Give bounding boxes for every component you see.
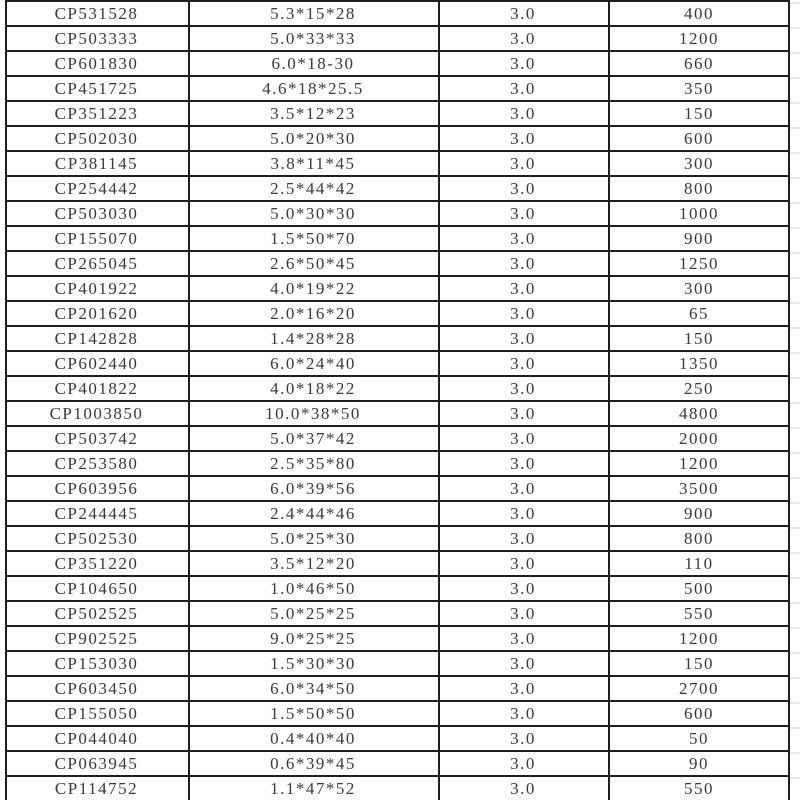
size-cell: 2.4*44*46	[270, 504, 356, 523]
quantity-cell: 150	[684, 654, 714, 673]
size-cell: 5.0*30*30	[270, 204, 356, 223]
table-row	[5, 427, 790, 452]
part-number-cell: CP531528	[54, 4, 139, 23]
part-number-cell: CP603956	[54, 479, 139, 498]
quantity-cell: 1200	[679, 454, 719, 473]
part-number-cell: CP502530	[54, 529, 139, 548]
size-cell: 1.4*28*28	[270, 329, 356, 348]
table-row	[5, 502, 790, 527]
thickness-cell: 3.0	[510, 604, 536, 623]
thickness-cell: 3.0	[510, 729, 536, 748]
table-row	[5, 627, 790, 652]
part-number-cell: CP253580	[54, 454, 139, 473]
part-number-cell: CP044040	[54, 729, 139, 748]
quantity-cell: 110	[684, 554, 714, 573]
thickness-cell: 3.0	[510, 704, 536, 723]
size-cell: 10.0*38*50	[265, 404, 361, 423]
part-number-cell: CP902525	[54, 629, 139, 648]
size-cell: 2.5*44*42	[270, 179, 356, 198]
thickness-cell: 3.0	[510, 529, 536, 548]
quantity-cell: 90	[689, 754, 709, 773]
table-row	[5, 402, 790, 427]
column-divider-1	[188, 0, 190, 800]
column-divider-3	[608, 0, 610, 800]
table-row	[5, 352, 790, 377]
quantity-cell: 400	[684, 4, 714, 23]
thickness-cell: 3.0	[510, 279, 536, 298]
table-row	[5, 302, 790, 327]
part-number-cell: CP142828	[54, 329, 139, 348]
thickness-cell: 3.0	[510, 679, 536, 698]
part-number-cell: CP602440	[54, 354, 139, 373]
table-row	[5, 752, 790, 777]
part-number-cell: CP351220	[54, 554, 139, 573]
table-border-left	[5, 0, 7, 800]
thickness-cell: 3.0	[510, 554, 536, 573]
quantity-cell: 1250	[679, 254, 719, 273]
size-cell: 6.0*18-30	[271, 54, 355, 73]
part-number-cell: CP401822	[54, 379, 139, 398]
table-body	[5, 2, 790, 800]
part-number-cell: CP155070	[54, 229, 139, 248]
size-cell: 5.0*33*33	[270, 29, 356, 48]
table-row	[5, 527, 790, 552]
size-cell: 2.0*16*20	[270, 304, 356, 323]
thickness-cell: 3.0	[510, 104, 536, 123]
quantity-cell: 1200	[679, 29, 719, 48]
table-row	[5, 202, 790, 227]
table-row	[5, 77, 790, 102]
table-border-right	[788, 0, 790, 800]
thickness-cell: 3.0	[510, 504, 536, 523]
quantity-cell: 300	[684, 154, 714, 173]
thickness-cell: 3.0	[510, 29, 536, 48]
thickness-cell: 3.0	[510, 204, 536, 223]
size-cell: 2.6*50*45	[270, 254, 356, 273]
size-cell: 1.5*30*30	[270, 654, 356, 673]
thickness-cell: 3.0	[510, 404, 536, 423]
quantity-cell: 1000	[679, 204, 719, 223]
quantity-cell: 500	[684, 579, 714, 598]
thickness-cell: 3.0	[510, 304, 536, 323]
table-row	[5, 152, 790, 177]
thickness-cell: 3.0	[510, 129, 536, 148]
part-number-cell: CP201620	[54, 304, 139, 323]
table-row	[5, 602, 790, 627]
size-cell: 4.6*18*25.5	[262, 79, 364, 98]
table-row	[5, 377, 790, 402]
quantity-cell: 250	[684, 379, 714, 398]
table-row	[5, 577, 790, 602]
part-number-cell: CP503333	[54, 29, 139, 48]
quantity-cell: 150	[684, 329, 714, 348]
quantity-cell: 150	[684, 104, 714, 123]
part-number-cell: CP502030	[54, 129, 139, 148]
size-cell: 3.5*12*23	[270, 104, 356, 123]
thickness-cell: 3.0	[510, 479, 536, 498]
part-number-cell: CP603450	[54, 679, 139, 698]
size-cell: 9.0*25*25	[270, 629, 356, 648]
thickness-cell: 3.0	[510, 429, 536, 448]
quantity-cell: 550	[684, 604, 714, 623]
table-row	[5, 127, 790, 152]
thickness-cell: 3.0	[510, 354, 536, 373]
quantity-cell: 800	[684, 529, 714, 548]
size-cell: 5.0*37*42	[270, 429, 356, 448]
part-number-cell: CP104650	[54, 579, 139, 598]
table-row	[5, 452, 790, 477]
size-cell: 1.5*50*50	[270, 704, 356, 723]
thickness-cell: 3.0	[510, 754, 536, 773]
thickness-cell: 3.0	[510, 54, 536, 73]
thickness-cell: 3.0	[510, 154, 536, 173]
thickness-cell: 3.0	[510, 629, 536, 648]
thickness-cell: 3.0	[510, 179, 536, 198]
table-row	[5, 777, 790, 800]
quantity-cell: 4800	[679, 404, 719, 423]
quantity-cell: 600	[684, 704, 714, 723]
size-cell: 0.4*40*40	[270, 729, 356, 748]
spreadsheet-gridline-stubs	[790, 0, 800, 800]
part-number-cell: CP254442	[54, 179, 139, 198]
table-row	[5, 702, 790, 727]
table-row	[5, 327, 790, 352]
part-number-cell: CP244445	[54, 504, 139, 523]
quantity-cell: 1200	[679, 629, 719, 648]
thickness-cell: 3.0	[510, 229, 536, 248]
size-cell: 6.0*34*50	[270, 679, 356, 698]
part-number-cell: CP502525	[54, 604, 139, 623]
thickness-cell: 3.0	[510, 654, 536, 673]
thickness-cell: 3.0	[510, 579, 536, 598]
size-cell: 5.0*25*30	[270, 529, 356, 548]
size-cell: 3.5*12*20	[270, 554, 356, 573]
size-cell: 3.8*11*45	[270, 154, 356, 173]
quantity-cell: 3500	[679, 479, 719, 498]
column-divider-2	[438, 0, 440, 800]
thickness-cell: 3.0	[510, 379, 536, 398]
quantity-cell: 900	[684, 504, 714, 523]
table-row	[5, 27, 790, 52]
size-cell: 6.0*39*56	[270, 479, 356, 498]
quantity-cell: 550	[684, 779, 714, 798]
table-row	[5, 227, 790, 252]
thickness-cell: 3.0	[510, 779, 536, 798]
part-number-cell: CP1003850	[49, 404, 144, 423]
size-cell: 0.6*39*45	[270, 754, 356, 773]
size-cell: 6.0*24*40	[270, 354, 356, 373]
table-row	[5, 677, 790, 702]
quantity-cell: 900	[684, 229, 714, 248]
quantity-cell: 350	[684, 79, 714, 98]
part-number-cell: CP114752	[54, 779, 139, 798]
size-cell: 4.0*18*22	[270, 379, 356, 398]
quantity-cell: 2000	[679, 429, 719, 448]
quantity-cell: 2700	[679, 679, 719, 698]
size-cell: 4.0*19*22	[270, 279, 356, 298]
size-cell: 5.3*15*28	[270, 4, 356, 23]
part-number-cell: CP401922	[54, 279, 139, 298]
table-row	[5, 252, 790, 277]
table-row	[5, 477, 790, 502]
parts-table	[5, 0, 790, 800]
size-cell: 5.0*25*25	[270, 604, 356, 623]
size-cell: 2.5*35*80	[270, 454, 356, 473]
table-row	[5, 52, 790, 77]
thickness-cell: 3.0	[510, 79, 536, 98]
thickness-cell: 3.0	[510, 4, 536, 23]
part-number-cell: CP063945	[54, 754, 139, 773]
quantity-cell: 660	[684, 54, 714, 73]
quantity-cell: 800	[684, 179, 714, 198]
table-row	[5, 277, 790, 302]
quantity-cell: 600	[684, 129, 714, 148]
table-row	[5, 652, 790, 677]
table-row	[5, 102, 790, 127]
part-number-cell: CP381145	[54, 154, 139, 173]
part-number-cell: CP351223	[54, 104, 139, 123]
thickness-cell: 3.0	[510, 454, 536, 473]
part-number-cell: CP153030	[54, 654, 139, 673]
thickness-cell: 3.0	[510, 254, 536, 273]
thickness-cell: 3.0	[510, 329, 536, 348]
size-cell: 1.0*46*50	[270, 579, 356, 598]
quantity-cell: 300	[684, 279, 714, 298]
size-cell: 5.0*20*30	[270, 129, 356, 148]
part-number-cell: CP451725	[54, 79, 139, 98]
part-number-cell: CP265045	[54, 254, 139, 273]
part-number-cell: CP155050	[54, 704, 139, 723]
size-cell: 1.1*47*52	[270, 779, 356, 798]
quantity-cell: 65	[689, 304, 709, 323]
table-row	[5, 177, 790, 202]
part-number-cell: CP503742	[54, 429, 139, 448]
quantity-cell: 1350	[679, 354, 719, 373]
table-row	[5, 2, 790, 27]
table-row	[5, 727, 790, 752]
quantity-cell: 50	[689, 729, 709, 748]
part-number-cell: CP503030	[54, 204, 139, 223]
size-cell: 1.5*50*70	[270, 229, 356, 248]
table-row	[5, 552, 790, 577]
part-number-cell: CP601830	[54, 54, 139, 73]
